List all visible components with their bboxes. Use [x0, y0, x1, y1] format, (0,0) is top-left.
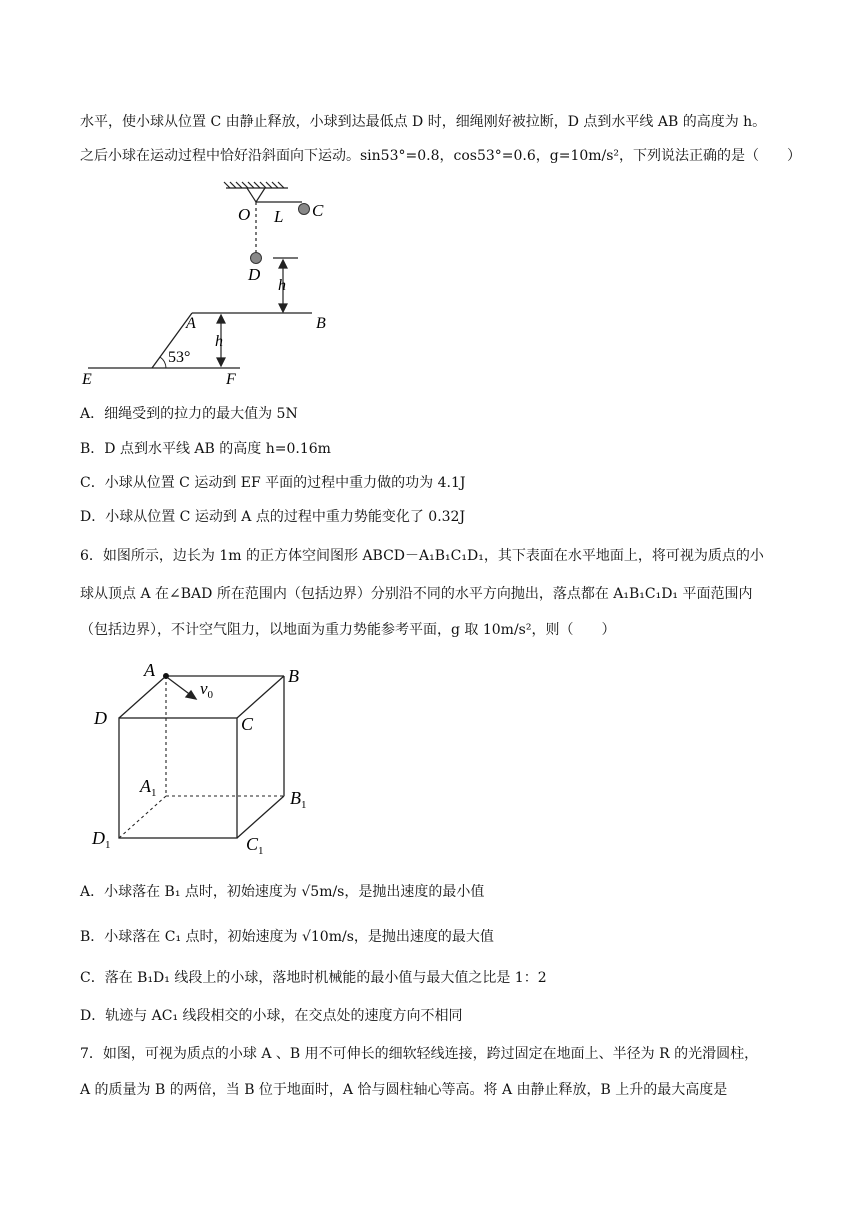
label-cube-b1: $B_1$: [290, 788, 307, 811]
q5-option-b: B．D 点到水平线 AB 的高度 h=0.16m: [80, 441, 331, 457]
q5-text-line2: 之后小球在运动过程中恰好沿斜面向下运动。sin53°=0.8，cos53°=0.6，g=10m/s²，下列说法正确的是（ ）: [80, 148, 802, 164]
label-d: D: [248, 265, 261, 284]
pendulum-slope-figure: [80, 178, 350, 390]
ceiling-support: [224, 182, 288, 202]
q6-option-b: B．小球落在 C₁ 点时，初始速度为 √10m/s，是抛出速度的最大值: [80, 929, 494, 945]
ball-c: [299, 204, 310, 215]
q5-option-a: A．细绳受到的拉力的最大值为 5N: [80, 406, 298, 422]
q6-text-line3: （包括边界），不计空气阻力，以地面为重力势能参考平面，g 取 10m/s²，则（ ）: [80, 622, 616, 638]
edge-a1d1-dashed: [119, 796, 166, 838]
label-v0: $v_0$: [200, 679, 214, 701]
velocity-arrow: [168, 678, 196, 699]
label-cube-b: B: [288, 666, 299, 686]
q5-text-line1: 水平，使小球从位置 C 由静止释放，小球到达最低点 D 时，细绳刚好被拉断，D 点到水平线 AB 的高度为 h。: [80, 114, 767, 130]
label-cube-d: D: [94, 708, 107, 728]
q6-text-line1: 6．如图所示，边长为 1m 的正方体空间图形 ABCD－A₁B₁C₁D₁，其下表面在水平地面上，将可视为质点的小: [80, 548, 764, 564]
label-f: F: [226, 371, 236, 388]
label-c: C: [312, 201, 324, 220]
label-h-top: h: [278, 277, 286, 294]
label-l: L: [274, 207, 284, 226]
cube-front-face: [119, 718, 237, 838]
label-b: B: [316, 315, 326, 332]
label-cube-d1: $D_1$: [92, 828, 111, 851]
q6-option-d: D．轨迹与 AC₁ 线段相交的小球，在交点处的速度方向不相同: [80, 1008, 463, 1024]
cube-figure: [88, 660, 328, 860]
q7-text-line1: 7．如图，可视为质点的小球 A 、B 用不可伸长的细软轻线连接，跨过固定在地面上、半径为 R 的光滑圆柱，: [80, 1046, 759, 1062]
angle-arc: [160, 357, 166, 368]
label-o: O: [238, 205, 251, 224]
edge-bc: [237, 676, 284, 718]
label-cube-c: C: [241, 714, 254, 734]
edge-ad: [119, 676, 166, 718]
label-cube-c1: $C_1$: [246, 834, 264, 857]
q6-text-line2: 球从顶点 A 在∠BAD 所在范围内（包括边界）分别沿不同的水平方向抛出，落点都在 A₁B₁C₁D₁ 平面范围内: [80, 586, 753, 602]
ball-d: [251, 253, 262, 264]
q6-option-a: A．小球落在 B₁ 点时，初始速度为 √5m/s，是抛出速度的最小值: [80, 884, 485, 900]
label-a: A: [186, 315, 196, 332]
label-cube-a1: $A_1$: [140, 776, 157, 799]
label-e: E: [82, 371, 92, 388]
label-h-bottom: h: [215, 333, 223, 350]
label-cube-a: A: [144, 660, 155, 680]
q6-option-c: C．落在 B₁D₁ 线段上的小球，落地时机械能的最小值与最大值之比是 1：2: [80, 970, 547, 986]
q5-option-d: D．小球从位置 C 运动到 A 点的过程中重力势能变化了 0.32J: [80, 509, 466, 525]
q5-option-c: C．小球从位置 C 运动到 EF 平面的过程中重力做的功为 4.1J: [80, 475, 466, 491]
edge-b1c1: [237, 796, 284, 838]
q7-text-line2: A 的质量为 B 的两倍，当 B 位于地面时，A 恰与圆柱轴心等高。将 A 由静止释放，B 上升的最大高度是: [80, 1082, 728, 1098]
label-angle: 53°: [168, 349, 191, 366]
